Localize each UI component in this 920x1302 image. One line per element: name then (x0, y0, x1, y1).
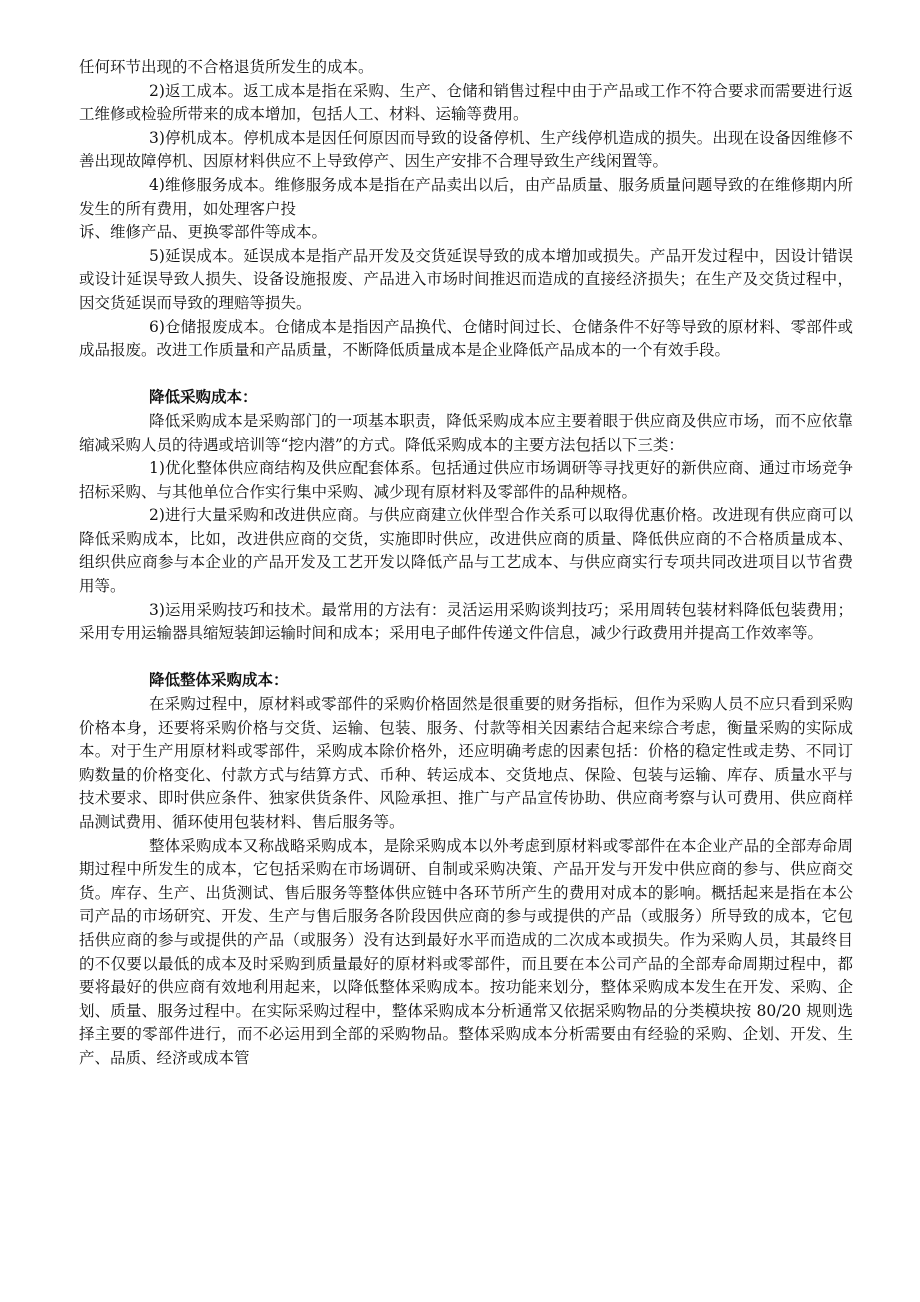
heading-reduce-purchase-cost: 降低采购成本： (149, 388, 258, 407)
paragraph-repair-service-cost-cont: 诉、维修产品、更换零部件等成本。 (79, 223, 328, 242)
paragraph-optimize-suppliers: 1)优化整体供应商结构及供应配套体系。包括通过供应市场调研等寻找更好的新供应商、通过市场竞争招标采购、与其他单位合作实行集中采购、减少现有原材料及零部件的品种规格。 (79, 459, 853, 501)
paragraph-storage-scrap-cost: 6)仓储报废成本。仓储成本是指因产品换代、仓储时间过长、仓储条件不好等导致的原材料、零部件或成品报废。改进工作质量和产品质量，不断降低质量成本是企业降低产品成本的一个有效手段。 (79, 317, 853, 360)
paragraph-continuation: 任何环节出现的不合格退货所发生的成本。 (79, 58, 374, 76)
paragraph-downtime-cost: 3)停机成本。停机成本是因任何原因而导致的设备停机、生产线停机造成的损失。出现在设备因维修不善出现故障停机、因原材料供应不上导致停产、因生产安排不合理导致生产线闲置等。 (79, 128, 853, 171)
paragraph-purchase-techniques: 3)运用采购技巧和技术。最常用的方法有：灵活运用采购谈判技巧；采用周转包装材料降低包装费用；采用专用运输器具缩短装卸运输时间和成本；采用电子邮件传递文件信息，减少行政费用并提高工作效率等。 (79, 600, 853, 643)
spacer (79, 363, 853, 387)
heading-reduce-total-purchase-cost: 降低整体采购成本： (149, 671, 289, 690)
document-body (79, 56, 853, 1071)
spacer (79, 646, 853, 670)
paragraph-total-cost-factors: 在采购过程中，原材料或零部件的采购价格固然是很重要的财务指标，但作为采购人员不应只看到采购价格本身，还要将采购价格与交货、运输、包装、服务、付款等相关因素结合起来综合考虑，衡量采购的实际成本。对于生产用原材料或零部件，采购成本除价格外，还应明确考虑的因素包括：价格的稳定性或走势、不同订购数量的价格变化、付款方式与结算方式、币种、转运成本、交货地点、保险、包装与运输、库存、质量水平与技术要求、即时供应条件、独家供货条件、风险承担、推广与产品宣传协助、供应商考察与认可费用、供应商样品测试费用、循环使用包装材料、售后服务等。 (79, 695, 853, 831)
paragraph-purchase-intro: 降低采购成本是采购部门的一项基本职责，降低采购成本应主要着眼于供应商及供应市场，而不应依靠缩减采购人员的待遇或培训等“挖内潜”的方式。降低采购成本的主要方法包括以下三类： (79, 411, 853, 454)
paragraph-repair-service-cost: 4)维修服务成本。维修服务成本是指在产品卖出以后，由产品质量、服务质量问题导致的在维修期内所发生的所有费用，如处理客户投 (79, 175, 853, 218)
paragraph-rework-cost: 2)返工成本。返工成本是指在采购、生产、仓储和销售过程中由于产品或工作不符合要求而需要进行返工维修或检验所带来的成本增加，包括人工、材料、运输等费用。 (79, 81, 853, 124)
paragraph-strategic-purchase-cost: 整体采购成本又称战略采购成本，是除采购成本以外考虑到原材料或零部件在本企业产品的全部寿命周期过程中所发生的成本，它包括采购在市场调研、自制或采购决策、产品开发与开发中供应商的参与、供应商交货。库存、生产、出货测试、售后服务等整体供应链中各环节所产生的费用对成本的影响。概括起来是指在本公司产品的市场研究、开发、生产与售后服务各阶段因供应商的参与或提供的产品（或服务）所导致的成本，它包括供应商的参与或提供的产品（或服务）没有达到最好水平而造成的二次成本或损失。作为采购人员，其最终目的不仅要以最低的成本及时采购到质量最好的原材料或零部件，而且要在本公司产品的全部寿命周期过程中，都要将最好的供应商有效地利用起来，以降低整体采购成本。按功能来划分，整体采购成本发生在开发、采购、企划、质量、服务过程中。在实际采购过程中，整体采购成本分析通常又依据采购物品的分类模块按 80/20 规则选择主要的零部件进行，而不必运用到全部的采购物品。整体采购成本分析需要由有经验的采购、企划、开发、生产、品质、经济或成本管 (79, 836, 853, 1067)
paragraph-delay-cost: 5)延误成本。延误成本是指产品开发及交货延误导致的成本增加或损失。产品开发过程中，因设计错误或设计延误导致人损失、设备设施报废、产品进入市场时间推迟而造成的直接经济损失；在生产及交货过程中，因交货延误而导致的理赔等损失。 (79, 246, 853, 312)
paragraph-bulk-purchase: 2)进行大量采购和改进供应商。与供应商建立伙伴型合作关系可以取得优惠价格。改进现有供应商可以降低采购成本，比如，改进供应商的交货，实施即时供应，改进供应商的质量、降低供应商的不合格质量成本、组织供应商参与本企业的产品开发及工艺开发以降低产品与工艺成本、与供应商实行专项共同改进项目以节省费用等。 (79, 506, 853, 596)
